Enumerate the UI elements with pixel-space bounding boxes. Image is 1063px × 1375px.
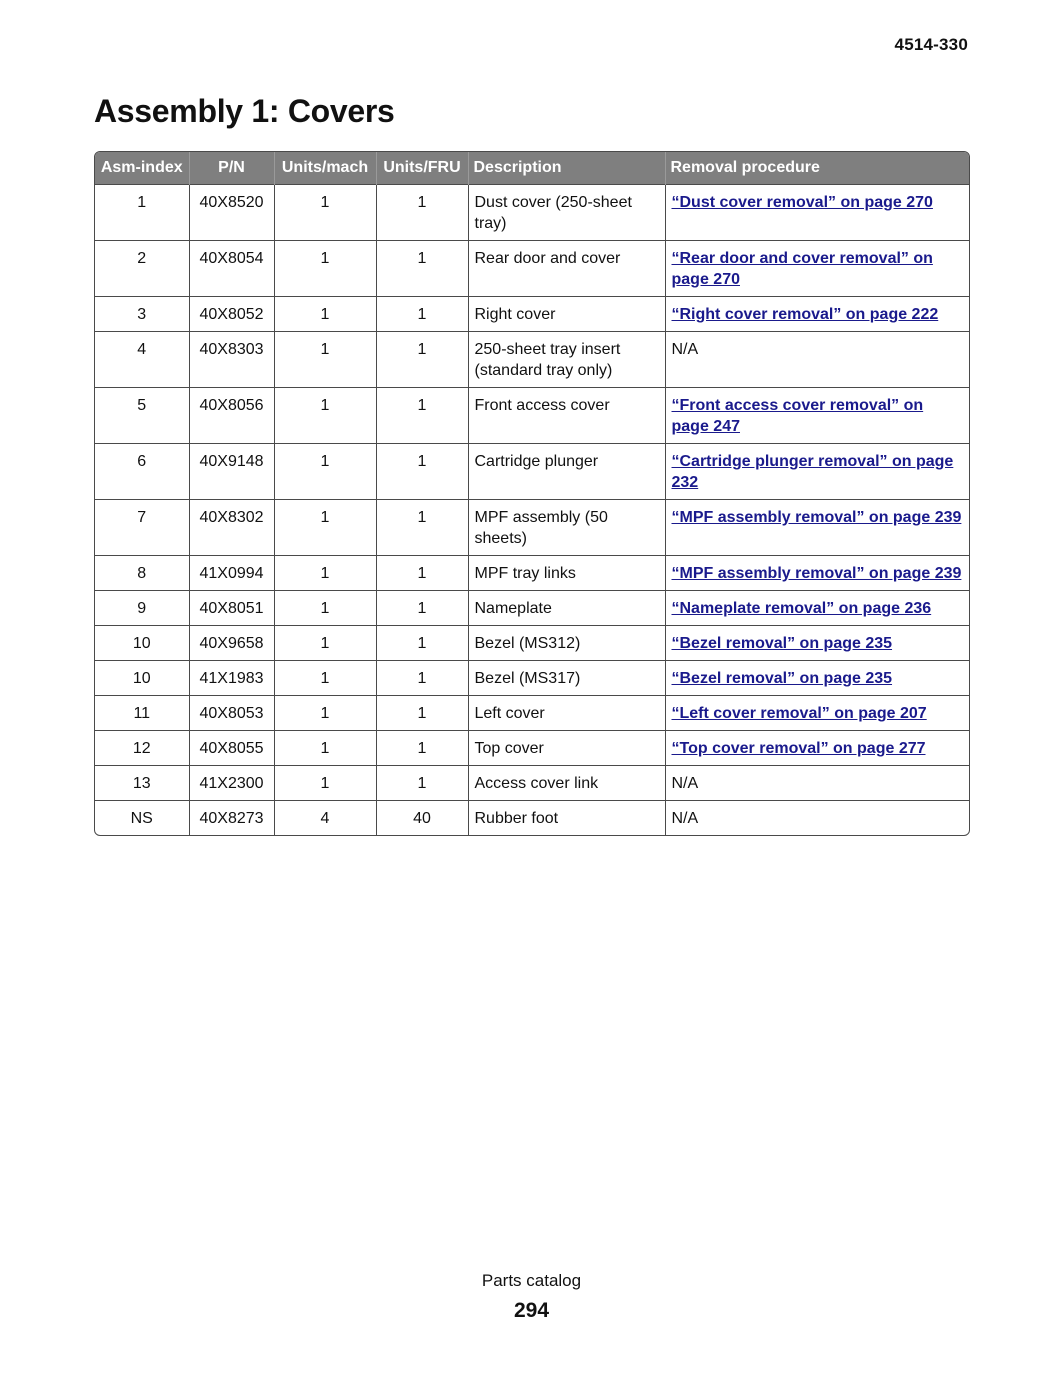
removal-procedure-cell: [665, 332, 969, 388]
table-row: [95, 500, 969, 556]
table-row: [95, 241, 969, 297]
units-fru-cell: 1: [376, 661, 468, 696]
table-body: [95, 185, 969, 836]
removal-procedure-link[interactable]: “Rear door and cover removal” on page 270: [671, 250, 933, 288]
asm-index-cell: 8: [95, 556, 189, 591]
units-fru-cell: 1: [376, 731, 468, 766]
part-number-cell: 40X8303: [189, 332, 274, 388]
removal-procedure-cell: [665, 626, 969, 661]
units-mach-cell: 1: [274, 332, 376, 388]
removal-procedure-text: N/A: [671, 810, 699, 827]
table-row: [95, 626, 969, 661]
units-fru-cell: 1: [376, 332, 468, 388]
asm-index-cell: 10: [95, 661, 189, 696]
description-cell: Cartridge plunger: [468, 444, 665, 500]
asm-index-cell: 13: [95, 766, 189, 801]
asm-index-cell: 1: [95, 185, 189, 241]
units-mach-cell: 1: [274, 500, 376, 556]
units-fru-cell: 1: [376, 500, 468, 556]
table-row: [95, 185, 969, 241]
description-cell: MPF tray links: [468, 556, 665, 591]
table-row: [95, 696, 969, 731]
description-cell: Rubber foot: [468, 801, 665, 836]
column-header-removal-procedure: Removal procedure: [665, 152, 969, 185]
asm-index-cell: 9: [95, 591, 189, 626]
table-row: [95, 332, 969, 388]
units-mach-cell: 1: [274, 766, 376, 801]
units-fru-cell: 1: [376, 766, 468, 801]
units-mach-cell: 1: [274, 661, 376, 696]
removal-procedure-link[interactable]: “Left cover removal” on page 207: [671, 705, 927, 722]
units-fru-cell: 1: [376, 241, 468, 297]
description-cell: Top cover: [468, 731, 665, 766]
part-number-cell: 40X8302: [189, 500, 274, 556]
part-number-cell: 41X0994: [189, 556, 274, 591]
description-cell: 250-sheet tray insert (standard tray only): [468, 332, 665, 388]
units-fru-cell: 1: [376, 185, 468, 241]
description-cell: Access cover link: [468, 766, 665, 801]
removal-procedure-cell: [665, 297, 969, 332]
units-mach-cell: 1: [274, 731, 376, 766]
page-title: Assembly 1: Covers: [94, 93, 395, 129]
description-cell: Right cover: [468, 297, 665, 332]
part-number-cell: 40X8052: [189, 297, 274, 332]
removal-procedure-link[interactable]: “Top cover removal” on page 277: [671, 740, 926, 757]
part-number-cell: 40X9148: [189, 444, 274, 500]
units-mach-cell: 1: [274, 185, 376, 241]
removal-procedure-text: N/A: [671, 341, 699, 358]
parts-table: [95, 152, 969, 835]
table-row: [95, 731, 969, 766]
description-cell: Rear door and cover: [468, 241, 665, 297]
units-mach-cell: 4: [274, 801, 376, 836]
table-row: [95, 766, 969, 801]
asm-index-cell: 3: [95, 297, 189, 332]
description-cell: Nameplate: [468, 591, 665, 626]
removal-procedure-cell: [665, 556, 969, 591]
removal-procedure-link[interactable]: “MPF assembly removal” on page 239: [671, 565, 962, 582]
table-row: [95, 297, 969, 332]
removal-procedure-text: N/A: [671, 775, 699, 792]
removal-procedure-cell: [665, 591, 969, 626]
description-cell: Left cover: [468, 696, 665, 731]
units-mach-cell: 1: [274, 297, 376, 332]
removal-procedure-cell: [665, 444, 969, 500]
column-header-units-fru: Units/FRU: [376, 152, 468, 185]
asm-index-cell: 10: [95, 626, 189, 661]
units-fru-cell: 1: [376, 556, 468, 591]
part-number-cell: 40X8055: [189, 731, 274, 766]
units-fru-cell: 1: [376, 444, 468, 500]
description-cell: Dust cover (250-sheet tray): [468, 185, 665, 241]
removal-procedure-cell: [665, 661, 969, 696]
removal-procedure-link[interactable]: “Bezel removal” on page 235: [671, 635, 893, 652]
table-row: [95, 388, 969, 444]
removal-procedure-cell: [665, 388, 969, 444]
units-fru-cell: 40: [376, 801, 468, 836]
removal-procedure-link[interactable]: “MPF assembly removal” on page 239: [671, 509, 962, 526]
asm-index-cell: 5: [95, 388, 189, 444]
units-mach-cell: 1: [274, 444, 376, 500]
table-row: [95, 444, 969, 500]
asm-index-cell: 12: [95, 731, 189, 766]
footer-page-number: 294: [513, 1299, 550, 1322]
asm-index-cell: 7: [95, 500, 189, 556]
column-header-asm-index: Asm-index: [95, 152, 189, 185]
removal-procedure-cell: [665, 500, 969, 556]
units-mach-cell: 1: [274, 388, 376, 444]
column-header-description: Description: [468, 152, 665, 185]
removal-procedure-cell: [665, 696, 969, 731]
units-mach-cell: 1: [274, 556, 376, 591]
removal-procedure-cell: [665, 731, 969, 766]
removal-procedure-cell: [665, 241, 969, 297]
footer-section-label: Parts catalog: [481, 1271, 582, 1290]
asm-index-cell: 2: [95, 241, 189, 297]
units-mach-cell: 1: [274, 591, 376, 626]
column-header-units-mach: Units/mach: [274, 152, 376, 185]
asm-index-cell: 11: [95, 696, 189, 731]
removal-procedure-link[interactable]: “Front access cover removal” on page 247: [671, 397, 924, 435]
asm-index-cell: 4: [95, 332, 189, 388]
description-cell: Bezel (MS317): [468, 661, 665, 696]
part-number-cell: 40X8053: [189, 696, 274, 731]
removal-procedure-link[interactable]: “Right cover removal” on page 222: [671, 306, 939, 323]
part-number-cell: 40X8520: [189, 185, 274, 241]
description-cell: MPF assembly (50 sheets): [468, 500, 665, 556]
removal-procedure-cell: [665, 766, 969, 801]
table-row: [95, 556, 969, 591]
description-cell: Bezel (MS312): [468, 626, 665, 661]
units-fru-cell: 1: [376, 591, 468, 626]
units-mach-cell: 1: [274, 626, 376, 661]
units-fru-cell: 1: [376, 696, 468, 731]
part-number-cell: 40X8054: [189, 241, 274, 297]
part-number-cell: 40X9658: [189, 626, 274, 661]
units-fru-cell: 1: [376, 388, 468, 444]
table-row: [95, 661, 969, 696]
removal-procedure-link[interactable]: “Nameplate removal” on page 236: [671, 600, 932, 617]
units-mach-cell: 1: [274, 696, 376, 731]
table-row: [95, 591, 969, 626]
part-number-cell: 40X8051: [189, 591, 274, 626]
removal-procedure-cell: [665, 185, 969, 241]
column-header-pn: P/N: [189, 152, 274, 185]
asm-index-cell: 6: [95, 444, 189, 500]
removal-procedure-link[interactable]: “Cartridge plunger removal” on page 232: [671, 453, 954, 491]
units-mach-cell: 1: [274, 241, 376, 297]
removal-procedure-link[interactable]: “Dust cover removal” on page 270: [671, 194, 933, 211]
parts-table-container: [94, 151, 970, 836]
part-number-cell: 41X1983: [189, 661, 274, 696]
units-fru-cell: 1: [376, 297, 468, 332]
description-cell: Front access cover: [468, 388, 665, 444]
table-header-row: [95, 152, 969, 185]
document-code: 4514-330: [894, 35, 968, 54]
part-number-cell: 40X8056: [189, 388, 274, 444]
table-row: [95, 801, 969, 836]
removal-procedure-link[interactable]: “Bezel removal” on page 235: [671, 670, 893, 687]
asm-index-cell: NS: [95, 801, 189, 836]
removal-procedure-cell: [665, 801, 969, 836]
part-number-cell: 40X8273: [189, 801, 274, 836]
units-fru-cell: 1: [376, 626, 468, 661]
part-number-cell: 41X2300: [189, 766, 274, 801]
